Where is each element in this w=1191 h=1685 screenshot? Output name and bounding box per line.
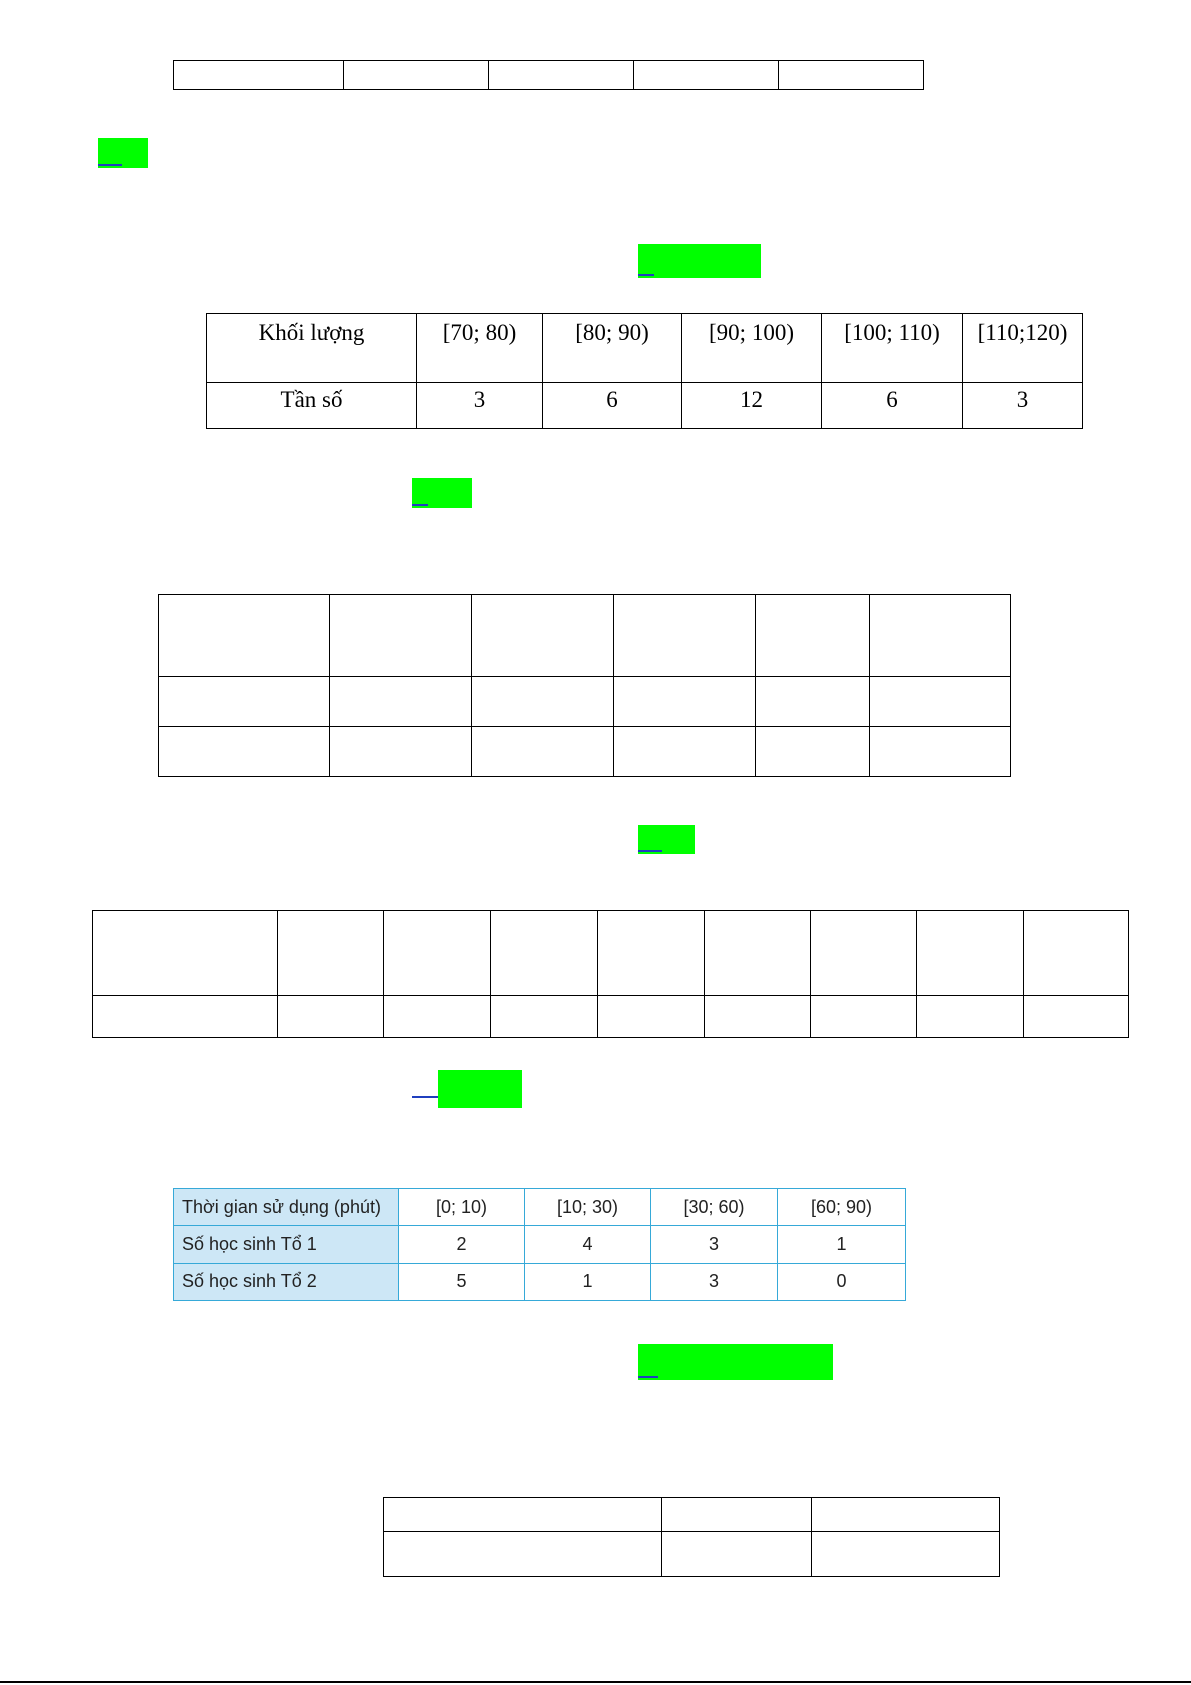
empty-table-top (173, 60, 924, 90)
weight-frequency-table (206, 313, 1083, 429)
frequency-value: 3 (963, 383, 1083, 429)
usage-interval: [60; 90) (778, 1189, 906, 1226)
page-bottom-rule (0, 1681, 1191, 1683)
highlight-underline-5 (412, 1096, 438, 1098)
group2-value: 5 (399, 1263, 525, 1300)
highlight-mark-5 (438, 1070, 522, 1108)
usage-header-row (174, 1189, 906, 1226)
weight-header-label: Khối lượng (207, 314, 417, 383)
usage-interval: [10; 30) (525, 1189, 651, 1226)
weight-interval: [70; 80) (417, 314, 543, 383)
group1-value: 2 (399, 1226, 525, 1263)
usage-interval: [30; 60) (651, 1189, 778, 1226)
highlight-mark-4 (638, 825, 695, 854)
group1-value: 4 (525, 1226, 651, 1263)
frequency-value: 12 (682, 383, 822, 429)
weight-interval: [110;120) (963, 314, 1083, 383)
highlight-mark-2 (638, 244, 761, 278)
group1-value: 1 (778, 1226, 906, 1263)
group2-value: 1 (525, 1263, 651, 1300)
group1-label: Số học sinh Tổ 1 (174, 1226, 399, 1263)
group2-value: 0 (778, 1263, 906, 1300)
frequency-value: 6 (543, 383, 682, 429)
usage-interval: [0; 10) (399, 1189, 525, 1226)
usage-time-table (173, 1188, 906, 1301)
highlight-mark-1 (98, 138, 148, 168)
usage-header-label: Thời gian sử dụng (phút) (174, 1189, 399, 1226)
group1-row (174, 1226, 906, 1263)
group2-label: Số học sinh Tổ 2 (174, 1263, 399, 1300)
weight-interval: [90; 100) (682, 314, 822, 383)
group2-value: 3 (651, 1263, 778, 1300)
frequency-value: 6 (822, 383, 963, 429)
weight-interval: [80; 90) (543, 314, 682, 383)
group2-row (174, 1263, 906, 1300)
empty-table-bottom (383, 1497, 1000, 1577)
empty-table-wide (92, 910, 1129, 1038)
frequency-value: 3 (417, 383, 543, 429)
highlight-mark-6 (638, 1344, 833, 1380)
group1-value: 3 (651, 1226, 778, 1263)
empty-table-middle (158, 594, 1011, 777)
frequency-label: Tần số (207, 383, 417, 429)
frequency-row (207, 383, 1083, 429)
highlight-mark-3 (412, 478, 472, 508)
weight-header-row (207, 314, 1083, 383)
weight-interval: [100; 110) (822, 314, 963, 383)
